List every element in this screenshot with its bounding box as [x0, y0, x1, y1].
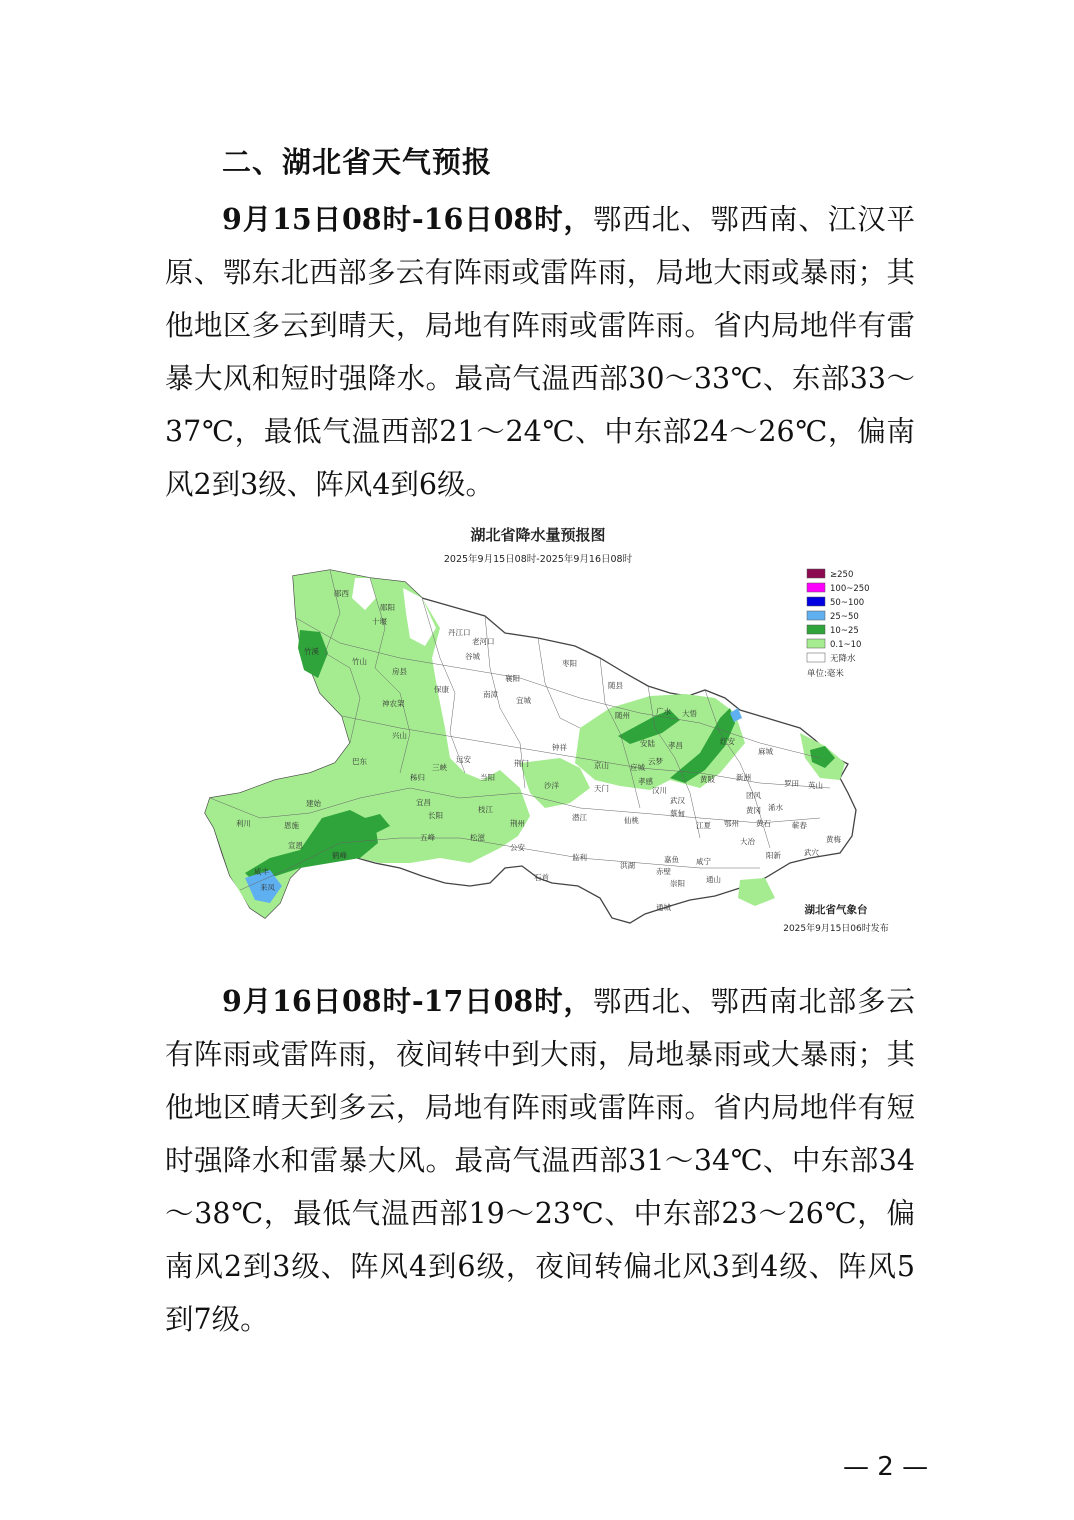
place-label: 汉川 [652, 786, 667, 795]
place-label: 孝感 [638, 777, 653, 786]
map-issue-time: 2025年9月15日06时发布 [783, 924, 889, 934]
place-label: 天门 [594, 784, 609, 793]
place-label: 鄂州 [724, 819, 739, 828]
place-label: 红安 [720, 737, 735, 746]
place-label: 大冶 [740, 837, 755, 846]
place-label: 三峡 [432, 763, 447, 772]
legend-item [807, 625, 859, 636]
legend-swatch [807, 653, 825, 662]
forecast-text-2: 鄂西北、鄂西南北部多云有阵雨或雷阵雨，夜间转中到大雨，局地暴雨或大暴雨；其他地区晴天到多云，局地有阵雨或雷阵雨。省内局地伴有短时强降水和雷暴大风。最高气温西部31～34℃、中东部34～38℃，最低气温西部19～23℃、中东部23～26℃，偏南风2到3级、阵风4到6级，夜间转偏北风3到4级、阵风5到7级。 [165, 985, 915, 1336]
place-label: 潜江 [572, 813, 587, 822]
legend-item [807, 583, 870, 594]
place-label: 丹江口 [448, 628, 471, 637]
place-label: 黄冈 [746, 806, 761, 815]
place-label: 来凤 [260, 883, 275, 892]
place-label: 黄陂 [700, 775, 715, 784]
place-label: 郧阳 [380, 603, 395, 612]
place-label: 枝江 [478, 805, 493, 814]
place-label: 安陆 [640, 739, 655, 748]
place-label: 随县 [608, 681, 623, 690]
legend-label: 100~250 [830, 584, 870, 594]
place-label: 随州 [615, 711, 630, 720]
legend-swatch [807, 597, 825, 606]
place-label: 武汉 [670, 796, 685, 805]
place-label: 五峰 [420, 833, 435, 842]
place-label: 钟祥 [552, 743, 567, 752]
place-label: 赤壁 [656, 867, 671, 876]
place-label: 石首 [534, 873, 549, 882]
place-label: 枣阳 [562, 659, 577, 668]
place-label: 十堰 [372, 617, 387, 626]
legend-item [807, 653, 856, 664]
place-label: 广水 [656, 707, 671, 716]
map-issuer: 湖北省气象台 [804, 904, 868, 916]
place-label: 秭归 [410, 773, 425, 782]
forecast-period-2: 9月16日08时-17日08时， [222, 984, 593, 1018]
place-label: 利川 [236, 819, 251, 828]
place-label: 英山 [808, 781, 823, 790]
legend-label: 0.1~10 [830, 640, 862, 650]
place-label: 巴东 [352, 757, 367, 766]
place-label: 襄阳 [505, 674, 520, 683]
place-label: 房县 [392, 667, 407, 676]
page-number: — 2 — [843, 1452, 929, 1482]
legend-swatch [807, 583, 825, 592]
place-label: 郧西 [334, 589, 349, 598]
forecast-paragraph-1 [165, 193, 915, 511]
place-label: 宜昌 [416, 798, 431, 807]
place-label: 黄石 [756, 819, 771, 828]
place-label: 松滋 [470, 833, 485, 842]
place-label: 监利 [572, 853, 587, 862]
map-subtitle: 2025年9月15日08时-2025年9月16日08时 [443, 554, 633, 565]
forecast-text-1: 鄂西北、鄂西南、江汉平原、鄂东北西部多云有阵雨或雷阵雨，局地大雨或暴雨；其他地区多云到晴天，局地有阵雨或雷阵雨。省内局地伴有雷暴大风和短时强降水。最高气温西部30～33℃、东部33～37℃，最低气温西部21～24℃、中东部24～26℃，偏南风2到3级、阵风4到6级。 [165, 203, 915, 501]
place-label: 洪湖 [620, 861, 635, 870]
place-label: 浠水 [768, 803, 783, 812]
legend-unit: 单位:毫米 [807, 669, 844, 679]
legend-label: 50~100 [830, 598, 865, 608]
legend [807, 569, 870, 679]
place-label: 建始 [306, 799, 321, 808]
place-label: 通山 [706, 875, 721, 884]
place-label: 大悟 [682, 709, 697, 718]
place-label: 蔡甸 [670, 809, 685, 818]
place-label: 竹山 [352, 657, 367, 666]
legend-label: 25~50 [830, 612, 859, 622]
place-label: 沙洋 [544, 781, 559, 790]
place-label: 公安 [510, 843, 525, 852]
place-label: 宜城 [516, 696, 531, 705]
place-label: 竹溪 [304, 647, 319, 656]
legend-swatch [807, 639, 825, 648]
place-label: 应城 [630, 763, 645, 772]
legend-label: ≥250 [830, 570, 854, 580]
place-label: 崇阳 [670, 879, 685, 888]
legend-label: 无降水 [830, 654, 856, 664]
place-label: 京山 [594, 761, 609, 770]
place-label: 新洲 [736, 773, 751, 782]
place-label: 宣恩 [288, 841, 303, 850]
place-label: 仙桃 [624, 816, 639, 825]
place-label: 神农架 [382, 699, 405, 708]
place-label: 南漳 [483, 690, 498, 699]
place-label: 老河口 [472, 637, 495, 646]
place-label: 黄梅 [826, 835, 841, 844]
place-label: 鹤峰 [332, 851, 347, 860]
forecast-paragraph-2 [165, 975, 915, 1346]
place-label: 通城 [656, 903, 671, 912]
place-label: 孝昌 [668, 741, 683, 750]
place-label: 长阳 [428, 811, 443, 820]
forecast-period-1: 9月15日08时-16日08时， [222, 202, 593, 236]
legend-item [807, 611, 859, 622]
place-label: 远安 [456, 755, 471, 764]
section-heading: 二、湖北省天气预报 [222, 145, 493, 179]
legend-swatch [807, 569, 825, 578]
place-label: 荆门 [514, 759, 529, 768]
place-label: 云梦 [648, 757, 663, 766]
place-label: 麻城 [758, 747, 773, 756]
place-label: 保康 [434, 685, 449, 694]
place-label: 咸宁 [696, 857, 711, 866]
legend-item [807, 639, 861, 650]
place-label: 武穴 [804, 848, 819, 857]
place-label: 蕲春 [792, 821, 807, 830]
place-label: 荆州 [510, 819, 525, 828]
legend-label: 10~25 [830, 626, 859, 636]
place-label: 咸丰 [254, 867, 269, 876]
place-label: 谷城 [465, 652, 480, 661]
place-label: 当阳 [480, 773, 495, 782]
place-label: 恩施 [284, 821, 299, 830]
place-label: 嘉鱼 [664, 855, 679, 864]
precipitation-forecast-map [200, 518, 900, 938]
legend-swatch [807, 611, 825, 620]
legend-item [807, 569, 853, 580]
place-label: 江夏 [696, 821, 711, 830]
legend-item [807, 597, 864, 608]
place-label: 罗田 [784, 779, 799, 788]
legend-swatch [807, 625, 825, 634]
place-label: 团风 [746, 791, 761, 800]
map-title: 湖北省降水量预报图 [470, 526, 606, 544]
place-label: 兴山 [392, 731, 407, 740]
place-label: 阳新 [766, 851, 781, 860]
